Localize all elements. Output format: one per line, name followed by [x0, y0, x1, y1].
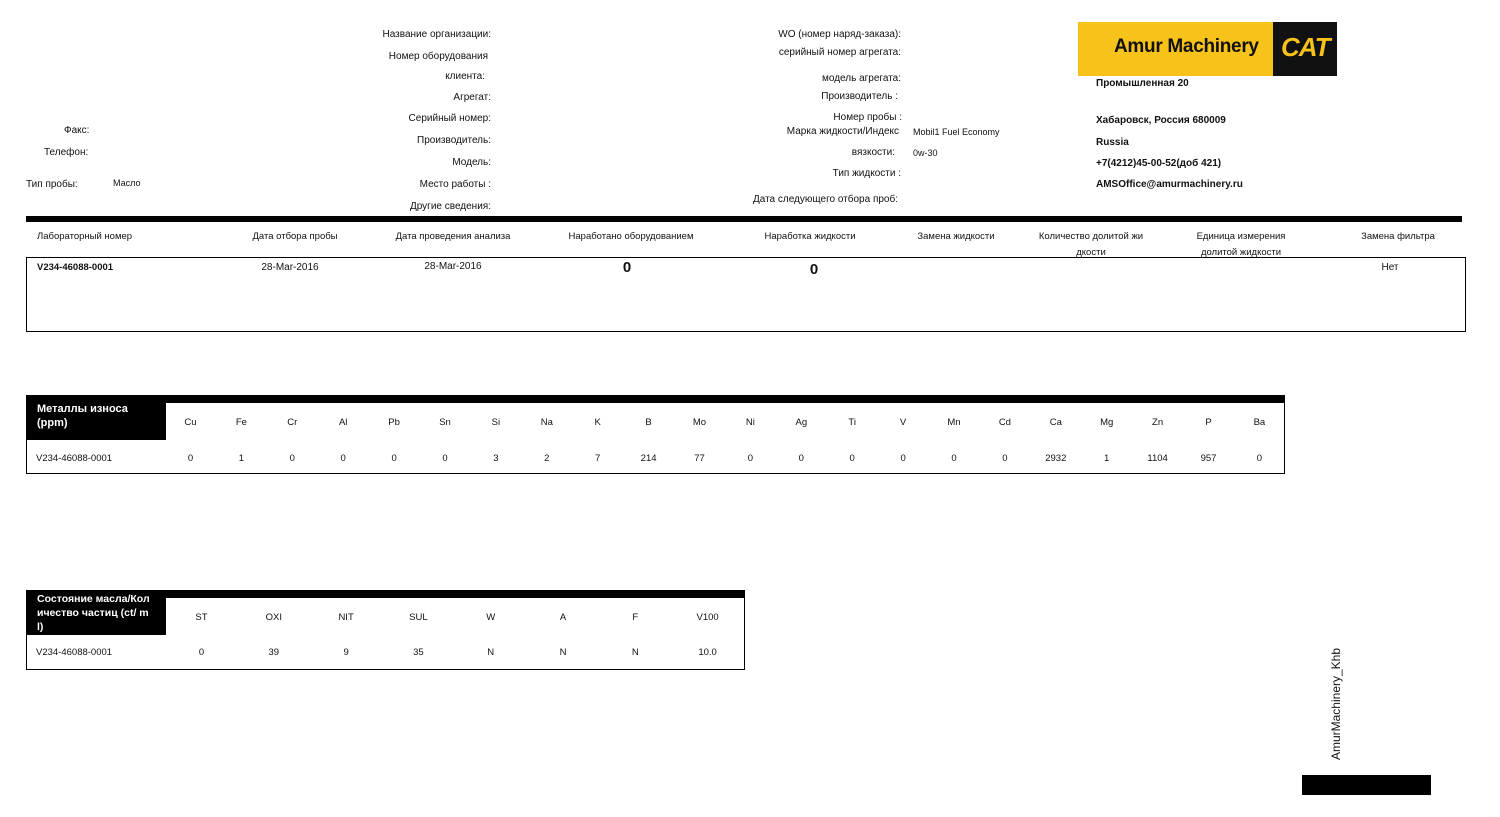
wear-metal-col-0: Cu — [184, 417, 197, 428]
col-lab-number: Лабораторный номер — [37, 231, 133, 242]
wear-metal-value-11: 0 — [747, 453, 754, 464]
wear-metal-value-1: 1 — [238, 453, 245, 464]
cat-logo-text: CAT — [1281, 32, 1330, 62]
company-address: Промышленная 20 — [1096, 78, 1189, 89]
serial-label: Серийный номер: — [408, 113, 491, 124]
sample-lab-number: V234-46088-0001 — [37, 262, 114, 273]
oil-condition-col-7: V100 — [696, 612, 719, 623]
wear-metal-col-9: B — [645, 417, 652, 428]
model-label: Модель: — [452, 157, 491, 168]
col-topup-qty-line1: Количество долитой жи — [1038, 231, 1144, 242]
sample-date-value: 28-Mar-2016 — [261, 262, 319, 273]
oil-condition-value-0: 0 — [198, 647, 205, 658]
side-label: AmurMachinery_Khb — [1329, 647, 1343, 761]
wear-metal-col-8: K — [594, 417, 601, 428]
wear-metal-value-12: 0 — [798, 453, 804, 464]
wear-metal-col-14: V — [899, 417, 907, 428]
wear-metal-value-13: 0 — [849, 453, 855, 464]
viscosity-label: вязкости: — [851, 147, 895, 158]
wear-metal-value-21: 0 — [1256, 453, 1263, 464]
unit-serial-label: серийный номер агрегата: — [778, 47, 901, 58]
wear-metal-value-9: 214 — [640, 453, 657, 464]
fluid-hours-value: 0 — [809, 261, 819, 278]
wear-metal-col-20: P — [1205, 417, 1212, 428]
oil-condition-col-5: A — [559, 612, 567, 623]
wear-metal-col-16: Cd — [998, 417, 1011, 428]
unit-label: Агрегат: — [453, 92, 491, 103]
oil-condition-value-6: N — [631, 647, 639, 658]
oil-condition-col-2: NIT — [338, 612, 354, 623]
col-sample-date: Дата отбора пробы — [252, 231, 338, 242]
wear-metal-value-4: 0 — [391, 453, 397, 464]
company-phone: +7(4212)45-00-52(доб 421) — [1096, 158, 1222, 169]
sample-type-value: Масло — [113, 178, 141, 188]
col-fluid-hours: Наработка жидкости — [764, 231, 856, 242]
fax-label: Факс: — [64, 125, 90, 136]
oil-condition-value-4: N — [487, 647, 495, 658]
manufacturer-label: Производитель: — [417, 135, 491, 146]
company-email: AMSOffice@amurmachinery.ru — [1096, 179, 1243, 190]
footer-black-bar — [1302, 775, 1431, 795]
oil-condition-value-2: 9 — [343, 647, 349, 658]
col-equipment-hours: Наработано оборудованием — [568, 231, 694, 242]
next-sample-date-label: Дата следующего отбора проб: — [752, 194, 898, 205]
sample-number-label: Номер пробы : — [833, 112, 902, 123]
equipment-hours-value: 0 — [622, 259, 632, 276]
other-info-label: Другие сведения: — [409, 201, 491, 212]
wear-metal-col-10: Mo — [692, 417, 707, 428]
wear-metal-value-0: 0 — [187, 453, 194, 464]
wear-metal-col-11: Ni — [745, 417, 755, 428]
wear-metal-col-4: Pb — [388, 417, 400, 428]
fluid-brand-value: Mobil1 Fuel Economy — [913, 127, 1000, 137]
wear-metal-col-13: Ti — [848, 417, 856, 428]
oil-condition-value-7: 10.0 — [698, 647, 717, 658]
unit-model-label: модель агрегата: — [821, 73, 901, 84]
col-topup-unit-line1: Единица измерения — [1196, 231, 1286, 242]
workplace-label: Место работы : — [419, 179, 491, 190]
wear-metal-value-6: 3 — [493, 453, 499, 464]
wear-metal-value-18: 1 — [1104, 453, 1110, 464]
wo-label: WO (номер наряд-заказа): — [778, 29, 901, 40]
wear-metal-col-7: Na — [540, 417, 553, 428]
oil-condition-value-3: 35 — [413, 647, 424, 658]
oil-condition-row-label: V234-46088-0001 — [36, 647, 113, 658]
unit-manufacturer-label: Производитель : — [821, 91, 898, 102]
wear-metal-value-17: 2932 — [1045, 453, 1067, 464]
wear-metal-value-15: 0 — [951, 453, 957, 464]
sample-type-label: Тип пробы: — [26, 179, 78, 190]
wear-metal-col-17: Ca — [1049, 417, 1062, 428]
wear-metal-value-7: 2 — [544, 453, 550, 464]
company-city: Хабаровск, Россия 680009 — [1096, 115, 1226, 126]
wear-metal-col-18: Mg — [1100, 417, 1114, 428]
wear-metal-value-16: 0 — [1002, 453, 1008, 464]
oil-condition-col-0: ST — [195, 612, 208, 623]
wear-metals-row-label: V234-46088-0001 — [36, 453, 113, 464]
wear-metal-col-3: Al — [338, 417, 348, 428]
wear-metal-value-20: 957 — [1200, 453, 1217, 464]
oil-condition-value-5: N — [559, 647, 567, 658]
wear-metal-value-5: 0 — [442, 453, 448, 464]
fluid-type-label: Тип жидкости : — [832, 168, 901, 179]
wear-metals-topbar — [26, 395, 1285, 403]
oil-condition-col-1: OXI — [265, 612, 282, 623]
oil-condition-col-3: SUL — [409, 612, 428, 623]
oil-condition-col-6: F — [632, 612, 639, 623]
analysis-date-value: 28-Mar-2016 — [424, 261, 482, 272]
org-name-label: Название организации: — [382, 29, 491, 40]
equipment-number-label: Номер оборудования — [388, 51, 488, 62]
wear-metal-value-19: 1104 — [1147, 453, 1168, 464]
oil-condition-title: Состояние масла/Количество частиц (ct/ ml) — [37, 593, 150, 633]
wear-metal-col-21: Ba — [1253, 417, 1266, 428]
oil-condition-col-4: W — [486, 612, 496, 623]
wear-metal-col-2: Cr — [287, 417, 298, 428]
wear-metal-value-3: 0 — [340, 453, 346, 464]
wear-metal-value-14: 0 — [900, 453, 906, 464]
wear-metal-value-8: 7 — [595, 453, 601, 464]
company-country: Russia — [1096, 137, 1129, 148]
phone-label: Телефон: — [44, 147, 89, 158]
wear-metal-col-5: Sn — [439, 417, 451, 428]
wear-metal-col-1: Fe — [235, 417, 247, 428]
col-analysis-date: Дата проведения анализа — [395, 231, 511, 242]
wear-metal-col-19: Zn — [1152, 417, 1164, 428]
wear-metal-value-10: 77 — [694, 453, 705, 464]
wear-metal-col-6: Si — [491, 417, 501, 428]
col-topup-unit-line2: долитой жидкости — [1200, 247, 1282, 258]
company-logo-text: Amur Machinery — [1114, 36, 1259, 57]
wear-metals-title: Металлы износа (ppm) — [37, 403, 128, 429]
wear-metal-col-12: Ag — [795, 417, 808, 428]
filter-change-value: Нет — [1381, 262, 1399, 273]
fluid-brand-label: Марка жидкости/Индекс — [786, 126, 899, 137]
col-topup-qty-line2: дкости — [1076, 247, 1106, 258]
wear-metal-value-2: 0 — [289, 453, 295, 464]
col-filter-change: Замена фильтра — [1361, 231, 1435, 242]
viscosity-value: 0w-30 — [913, 148, 938, 158]
col-fluid-change: Замена жидкости — [917, 231, 995, 242]
oil-condition-value-1: 39 — [268, 647, 280, 658]
header-divider — [26, 216, 1462, 222]
equipment-number-label-2: клиента: — [445, 71, 485, 82]
wear-metal-col-15: Mn — [947, 417, 961, 428]
